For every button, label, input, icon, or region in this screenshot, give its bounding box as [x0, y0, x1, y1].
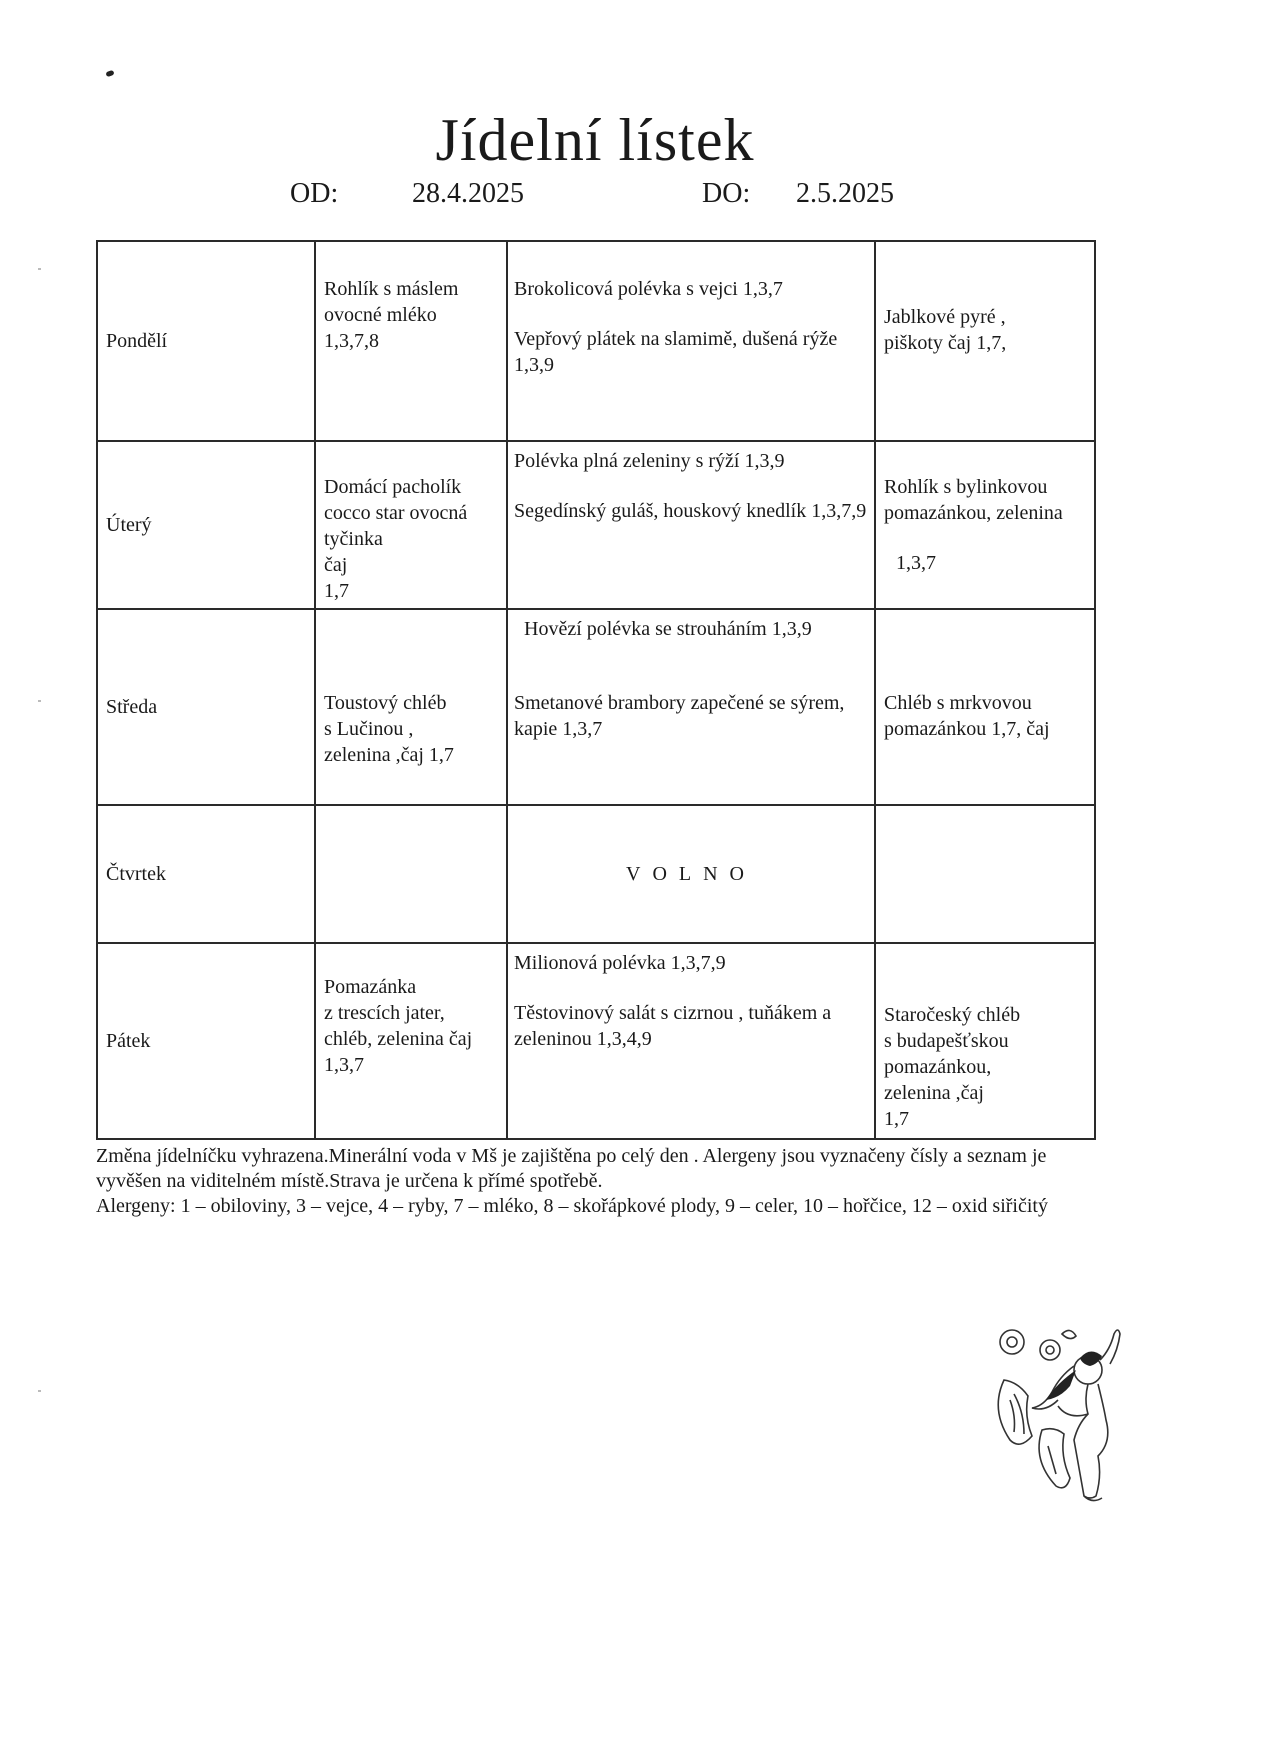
menu-line: 1,3,7: [896, 552, 936, 574]
menu-line: Domácí pacholík: [324, 476, 462, 498]
menu-line: Jablkové pyré ,: [884, 306, 1006, 328]
table-row: [97, 805, 1095, 943]
footer-notes: [96, 1144, 1096, 1219]
allergens-text: Alergeny: 1 – obiloviny, 3 – vejce, 4 – ryby, 7 – mléko, 8 – skořápkové plody, 9 – celer, 10 – hořčice, 12 – oxid siřičitý: [96, 1195, 1048, 1217]
menu-line: 1,3,7: [324, 1054, 364, 1076]
menu-line: pomazánkou,: [884, 1056, 992, 1078]
scan-speck: [38, 268, 41, 270]
menu-line: [514, 666, 868, 690]
menu-line: [514, 976, 868, 1000]
menu-line: Smetanové brambory zapečené se sýrem, kapie 1,3,7: [514, 692, 845, 740]
to-label: DO:: [702, 178, 751, 209]
table-row: [97, 609, 1095, 805]
menu-line: Segedínský guláš, houskový knedlík 1,3,7,9: [514, 500, 867, 522]
page-title: Jídelní lístek: [435, 107, 755, 173]
menu-line: tyčinka: [324, 528, 383, 550]
to-date: 2.5.2025: [796, 178, 894, 209]
snack1-cell: [315, 241, 507, 441]
menu-line: ovocné mléko: [324, 304, 437, 326]
day-name: Čtvrtek: [97, 805, 315, 943]
menu-table: [96, 240, 1096, 1140]
menu-line: Brokolicová polévka s vejci 1,3,7: [514, 278, 783, 300]
day-name: Pátek: [97, 943, 315, 1139]
menu-line: [514, 474, 868, 498]
day-name: Středa: [97, 609, 315, 805]
notes-text: Změna jídelníčku vyhrazena.Minerální voda v Mš je zajištěna po celý den . Alergeny jsou vyznačeny čísly a seznam je vyvěšen na viditelném místě.Strava je určena k přímé spotřebě.: [96, 1145, 1047, 1192]
menu-line: Chléb s mrkvovou: [884, 692, 1032, 714]
snack1-cell: [315, 609, 507, 805]
menu-line: z trescích jater,: [324, 1002, 445, 1024]
menu-line: 1,7: [324, 580, 349, 602]
scan-speck: [38, 1390, 41, 1392]
day-name: Úterý: [97, 441, 315, 609]
day-name: Pondělí: [97, 241, 315, 441]
scan-speck: [38, 700, 41, 702]
menu-line: čaj: [324, 554, 348, 576]
lunch-cell: [507, 441, 875, 609]
menu-line: 1,3,7,8: [324, 330, 379, 352]
menu-line: Těstovinový salát s cizrnou , tuňákem a zeleninou 1,3,4,9: [514, 1002, 832, 1050]
menu-line: s budapešťskou: [884, 1030, 1009, 1052]
from-date: 28.4.2025: [412, 178, 524, 209]
menu-line: [514, 642, 868, 666]
menu-line: Rohlík s máslem: [324, 278, 459, 300]
table-row: [97, 241, 1095, 441]
snack1-cell: [315, 441, 507, 609]
menu-line: Milionová polévka 1,3,7,9: [514, 952, 726, 974]
menu-line: s Lučinou ,: [324, 718, 414, 740]
empty-cell: [875, 805, 1095, 943]
menu-line: Staročeský chléb: [884, 1004, 1021, 1026]
snack1-cell: [315, 943, 507, 1139]
menu-line: 1,7: [884, 1108, 909, 1130]
lunch-cell: [507, 609, 875, 805]
menu-line: Polévka plná zeleniny s rýží 1,3,9: [514, 450, 785, 472]
ink-dot: [105, 70, 114, 77]
menu-line: pomazánkou 1,7, čaj: [884, 718, 1050, 740]
lunch-cell: [507, 943, 875, 1139]
menu-line: piškoty čaj 1,7,: [884, 332, 1007, 354]
menu-line: zelenina ,čaj 1,7: [324, 744, 454, 766]
snack2-cell: [875, 943, 1095, 1139]
menu-line: [884, 526, 1088, 550]
menu-line: [514, 302, 868, 326]
day-off-label: VOLNO: [507, 805, 875, 943]
table-row: [97, 943, 1095, 1139]
menu-line: Hovězí polévka se strouháním 1,3,9: [524, 618, 812, 640]
from-label: OD:: [290, 178, 339, 209]
menu-line: cocco star ovocná: [324, 502, 468, 524]
snack2-cell: [875, 609, 1095, 805]
menu-line: zelenina ,čaj: [884, 1082, 984, 1104]
menu-line: Vepřový plátek na slamimě, dušená rýže 1,3,9: [514, 328, 838, 376]
princess-illustration: [984, 1320, 1124, 1520]
menu-line: pomazánkou, zelenina: [884, 502, 1063, 524]
table-row: [97, 441, 1095, 609]
menu-line: Pomazánka: [324, 976, 417, 998]
snack2-cell: [875, 441, 1095, 609]
menu-line: Toustový chléb: [324, 692, 447, 714]
menu-line: Rohlík s bylinkovou: [884, 476, 1048, 498]
snack2-cell: [875, 241, 1095, 441]
lunch-cell: [507, 241, 875, 441]
empty-cell: [315, 805, 507, 943]
menu-line: chléb, zelenina čaj: [324, 1028, 473, 1050]
